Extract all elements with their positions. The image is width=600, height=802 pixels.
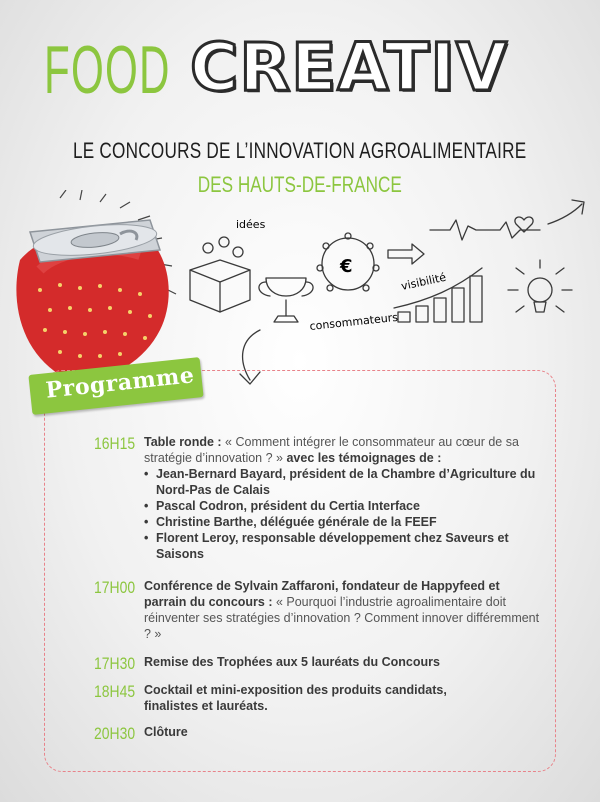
- label-idees: idées: [236, 218, 266, 231]
- speaker-item: • Pascal Codron, président du Certia Interface: [144, 498, 544, 514]
- label-euro: €: [340, 256, 353, 277]
- lightbulb-icon: [508, 260, 572, 312]
- subtitle-text: LE CONCOURS DE L’INNOVATION AGROALIMENTAIRE: [73, 138, 527, 163]
- speaker-item: • Jean-Bernard Bayard, président de la Chambre d’Agriculture du Nord-Pas de Calais: [144, 466, 544, 498]
- time-label: 17H30: [94, 654, 136, 673]
- region-text: DES HAUTS-DE-FRANCE: [197, 172, 403, 197]
- speaker-item: • Florent Leroy, responsable développement chez Saveurs et Saisons: [144, 530, 544, 562]
- item-lead: Table ronde :: [144, 435, 222, 449]
- item-lead: Clôture: [144, 725, 188, 739]
- label-consommateurs: consommateurs: [308, 310, 399, 333]
- time-label: 18H45: [94, 682, 136, 701]
- item-quote: « Pourquoi l’industrie agroalimentaire doit réinventer ses stratégies d’innovation ? Comment innover différemment ? »: [144, 595, 540, 641]
- speaker-list: [144, 466, 544, 562]
- item-lead: Conférence de Sylvain Zaffaroni, fondateur de Happyfeed et parrain du concours :: [144, 579, 500, 609]
- item-quote: « Comment intégrer le consommateur au cœur de sa stratégie d’innovation ? »: [144, 435, 519, 465]
- label-visibilite: visibilité: [399, 270, 448, 293]
- item-text: [144, 434, 544, 562]
- item-lead: Cocktail et mini-exposition des produits candidats, finalistes et lauréats.: [144, 683, 447, 713]
- strawberry-can-illustration: [0, 190, 190, 390]
- item-text: [144, 682, 484, 714]
- title-food: FOOD: [44, 32, 171, 108]
- box-ideas-icon: [190, 237, 250, 312]
- trophy-icon: [259, 278, 313, 322]
- subtitle: [0, 138, 600, 164]
- arrow-right-icon: [388, 244, 424, 264]
- title-creativ: CREATIV: [190, 29, 508, 106]
- heartbeat-line-icon: [430, 217, 540, 240]
- time-label: 20H30: [94, 724, 136, 743]
- time-label: 17H00: [94, 578, 136, 597]
- item-lead: Remise des Trophées aux 5 lauréats du Concours: [144, 655, 440, 669]
- item-text: [144, 578, 544, 642]
- item-text: [144, 654, 544, 670]
- item-tail: avec les témoignages de :: [286, 451, 442, 465]
- innovation-sketches: [180, 190, 600, 400]
- item-text: [144, 724, 544, 740]
- rising-arrow-icon: [548, 200, 584, 224]
- time-label: 16H15: [94, 434, 136, 453]
- speaker-item: • Christine Barthe, déléguée générale de la FEEF: [144, 514, 544, 530]
- programme-badge-label: Programme: [44, 362, 196, 404]
